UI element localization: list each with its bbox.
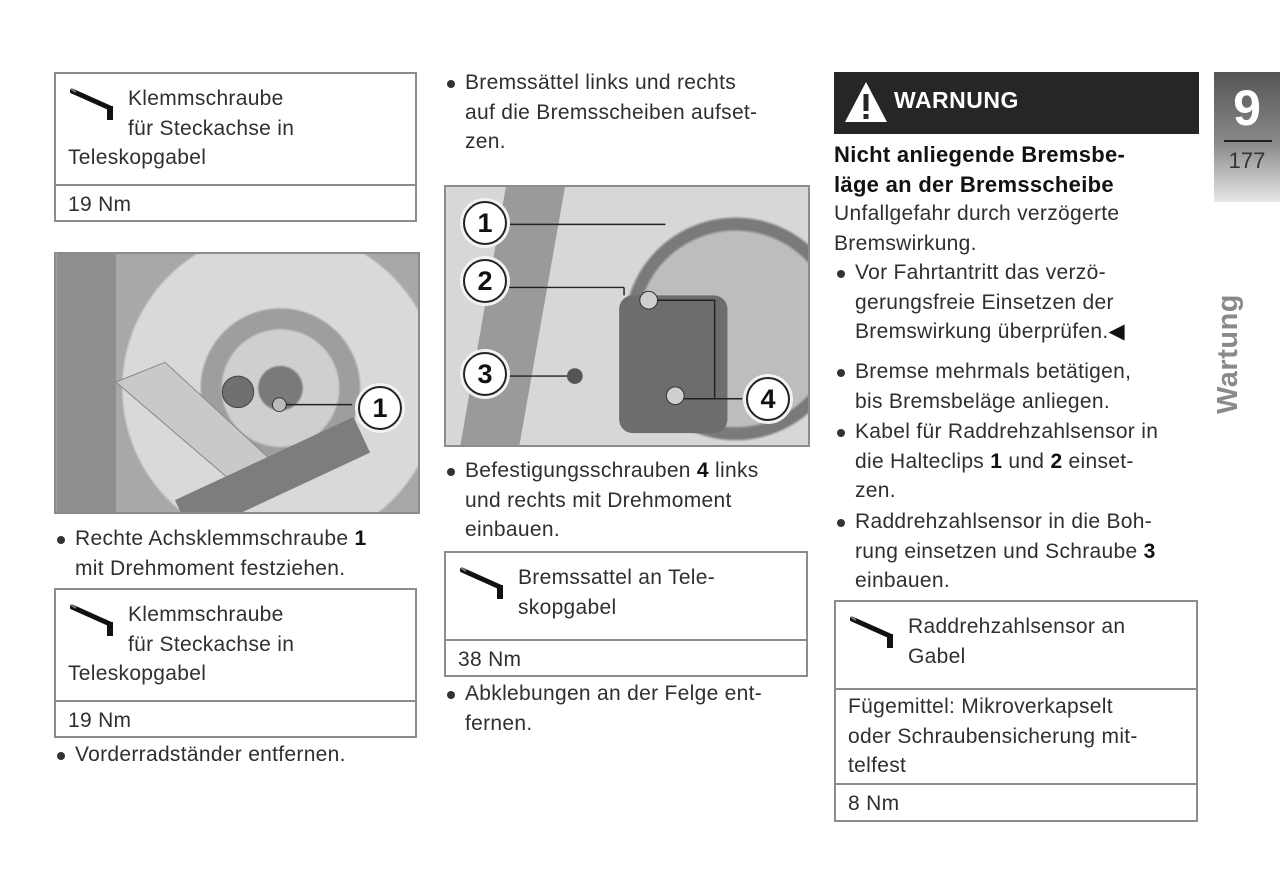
chapter-divider xyxy=(1224,140,1272,142)
warning-label: WARNUNG xyxy=(894,87,1019,113)
torque-spec-label: Klemmschraube für Steckachse in Teleskopgabel xyxy=(68,87,295,169)
torque-value: 38 Nm xyxy=(458,648,522,671)
step-insert-sensor-cable: Kabel für Raddrehzahlsensor in die Halteclips 1 und 2 einset- zen. xyxy=(834,417,1225,506)
wheel-hub-illustration xyxy=(56,254,418,512)
step-remove-front-stand: Vorderradständer entfernen. xyxy=(54,740,445,770)
step-tighten-axle-clamp-bolt: Rechte Achsklemmschraube 1 mit Drehmoment festziehen. xyxy=(54,524,445,583)
step-install-wheel-speed-sensor: Raddrehzahlsensor in die Boh- rung einsetzen und Schraube 3 einbauen. xyxy=(834,507,1225,596)
torque-spec-box xyxy=(444,551,808,677)
torque-wrench-icon xyxy=(850,616,898,652)
threadlocker-note: Fügemittel: Mikroverkapselt oder Schraubensicherung mit- telfest xyxy=(836,690,1196,785)
torque-spec-box xyxy=(54,588,417,738)
torque-spec-header xyxy=(56,74,415,186)
warning-heading: Nicht anliegende Bremsbe- läge an der Bremsscheibe xyxy=(834,142,1126,197)
step-install-mounting-bolts: Befestigungsschrauben 4 links und rechts mit Drehmoment einbauen. xyxy=(444,456,835,545)
end-of-warning-mark: ◀ xyxy=(1108,320,1125,343)
warning-content xyxy=(834,140,1204,347)
torque-value: 19 Nm xyxy=(68,193,132,216)
figure-axle-clamp-bolt xyxy=(54,252,420,514)
torque-spec-label: Raddrehzahlsensor an Gabel xyxy=(908,615,1126,668)
section-label: Wartung xyxy=(1212,293,1244,414)
callout-1: 1 xyxy=(358,386,402,430)
torque-wrench-icon xyxy=(70,88,118,124)
torque-wrench-icon xyxy=(70,604,118,640)
torque-spec-box xyxy=(54,72,417,222)
step-mount-calipers: Bremssättel links und rechts auf die Bremsscheiben aufset- zen. xyxy=(444,68,835,157)
torque-spec-header xyxy=(446,553,806,641)
page-number: 177 xyxy=(1228,148,1266,173)
callout-2: 2 xyxy=(463,259,507,303)
torque-spec-label: Bremssattel an Tele- skopgabel xyxy=(518,566,716,619)
torque-spec-label: Klemmschraube für Steckachse in Teleskopgabel xyxy=(68,603,295,685)
figure-brake-caliper xyxy=(444,185,810,447)
torque-wrench-icon xyxy=(460,567,508,603)
warning-triangle-icon xyxy=(844,80,888,124)
torque-spec-box xyxy=(834,600,1198,822)
warning-instruction: Vor Fahrtantritt das verzö- gerungsfreie Einsetzen der Bremswirkung überprüfen.◀ xyxy=(834,258,1204,347)
warning-text: Unfallgefahr durch verzögerte Bremswirkung. xyxy=(834,202,1120,255)
torque-spec-header xyxy=(836,602,1196,690)
callout-3: 3 xyxy=(463,352,507,396)
torque-value: 8 Nm xyxy=(848,791,900,815)
warning-banner xyxy=(834,72,1199,134)
torque-spec-header xyxy=(56,590,415,702)
torque-value: 19 Nm xyxy=(68,709,132,732)
step-pump-brake: Bremse mehrmals betätigen, bis Bremsbeläge anliegen. xyxy=(834,357,1225,416)
chapter-number: 9 xyxy=(1233,80,1261,136)
step-remove-rim-tape: Abklebungen an der Felge ent- fernen. xyxy=(444,679,835,738)
callout-1: 1 xyxy=(463,201,507,245)
callout-4: 4 xyxy=(746,377,790,421)
chapter-tab xyxy=(1214,72,1280,202)
